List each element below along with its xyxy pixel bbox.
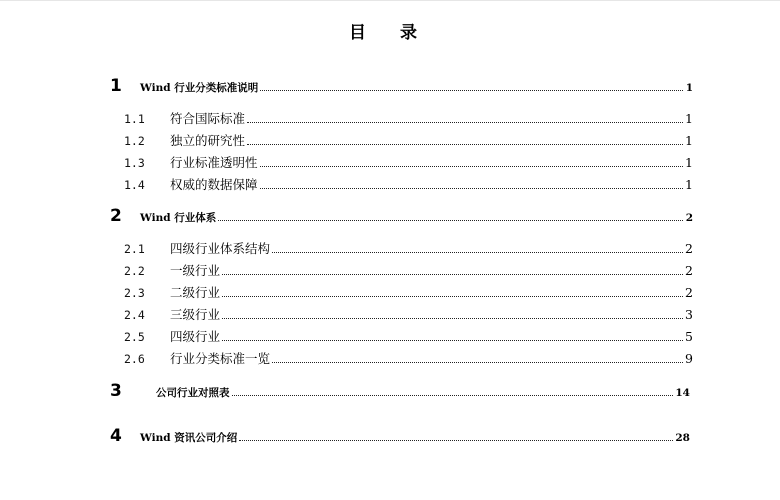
leader-dots: [260, 187, 683, 189]
section-title: 符合国际标准: [170, 111, 246, 126]
toc-section-2-6[interactable]: [124, 349, 693, 367]
section-title: 权威的数据保障: [170, 177, 258, 192]
leader-dots: [272, 251, 683, 253]
leader-dots: [218, 219, 683, 221]
chapter-number: 4: [110, 426, 122, 446]
section-number: 2.4: [124, 308, 145, 322]
chapter-title: Wind 行业分类标准说明: [140, 82, 259, 94]
leader-dots: [222, 339, 683, 341]
toc-chapter-3[interactable]: [110, 381, 690, 401]
toc-chapter-1[interactable]: [110, 76, 693, 96]
section-number: 1.2: [124, 134, 145, 148]
toc-section-1-4[interactable]: [124, 175, 693, 193]
section-title: 行业分类标准一览: [170, 351, 271, 366]
leader-dots: [260, 165, 683, 167]
leader-dots: [232, 394, 674, 396]
section-number: 1.3: [124, 156, 145, 170]
page-number: 5: [685, 329, 693, 344]
leader-dots: [260, 89, 683, 91]
page-number: 1: [685, 177, 693, 192]
page-number: 1: [685, 82, 693, 94]
chapter-title: Wind 行业体系: [140, 212, 217, 224]
toc-title: 目 录: [349, 23, 431, 43]
page-number: 2: [685, 212, 693, 224]
section-number: 1.1: [124, 112, 145, 126]
section-title: 一级行业: [170, 263, 221, 278]
chapter-title: 公司行业对照表: [156, 387, 230, 399]
page-number: 2: [685, 241, 693, 256]
leader-dots: [247, 121, 683, 123]
section-number: 1.4: [124, 178, 145, 192]
section-number: 2.6: [124, 352, 145, 366]
page-number: 1: [685, 155, 693, 170]
leader-dots: [222, 317, 683, 319]
toc-section-1-3[interactable]: [124, 153, 693, 171]
section-title: 三级行业: [170, 307, 221, 322]
section-title: 四级行业体系结构: [170, 241, 271, 256]
toc-section-2-5[interactable]: [124, 327, 693, 345]
toc-chapter-2[interactable]: [110, 206, 693, 226]
section-title: 行业标准透明性: [170, 155, 258, 170]
section-number: 2.5: [124, 330, 145, 344]
chapter-number: 2: [110, 206, 122, 226]
leader-dots: [247, 143, 683, 145]
section-number: 2.3: [124, 286, 145, 300]
section-title: 四级行业: [170, 329, 221, 344]
page-number: 3: [685, 307, 693, 322]
toc-section-2-1[interactable]: [124, 239, 693, 257]
page-top-border: [0, 0, 780, 1]
toc-section-2-2[interactable]: [124, 261, 693, 279]
page-number: 14: [675, 387, 690, 399]
page-number: 1: [685, 133, 693, 148]
toc-section-1-1[interactable]: [124, 109, 693, 127]
chapter-number: 3: [110, 381, 122, 401]
page-number: 2: [685, 263, 693, 278]
leader-dots: [222, 273, 683, 275]
page-number: 9: [685, 351, 693, 366]
page-number: 2: [685, 285, 693, 300]
leader-dots: [239, 439, 673, 441]
leader-dots: [222, 295, 683, 297]
page-number: 1: [685, 111, 693, 126]
section-title: 二级行业: [170, 285, 221, 300]
toc-chapter-4[interactable]: [110, 426, 690, 446]
leader-dots: [272, 361, 683, 363]
chapter-number: 1: [110, 76, 122, 96]
toc-section-1-2[interactable]: [124, 131, 693, 149]
page-number: 28: [675, 432, 690, 444]
section-number: 2.2: [124, 264, 145, 278]
section-title: 独立的研究性: [170, 133, 246, 148]
toc-section-2-4[interactable]: [124, 305, 693, 323]
toc-section-2-3[interactable]: [124, 283, 693, 301]
chapter-title: Wind 资讯公司介绍: [140, 432, 238, 444]
section-number: 2.1: [124, 242, 145, 256]
